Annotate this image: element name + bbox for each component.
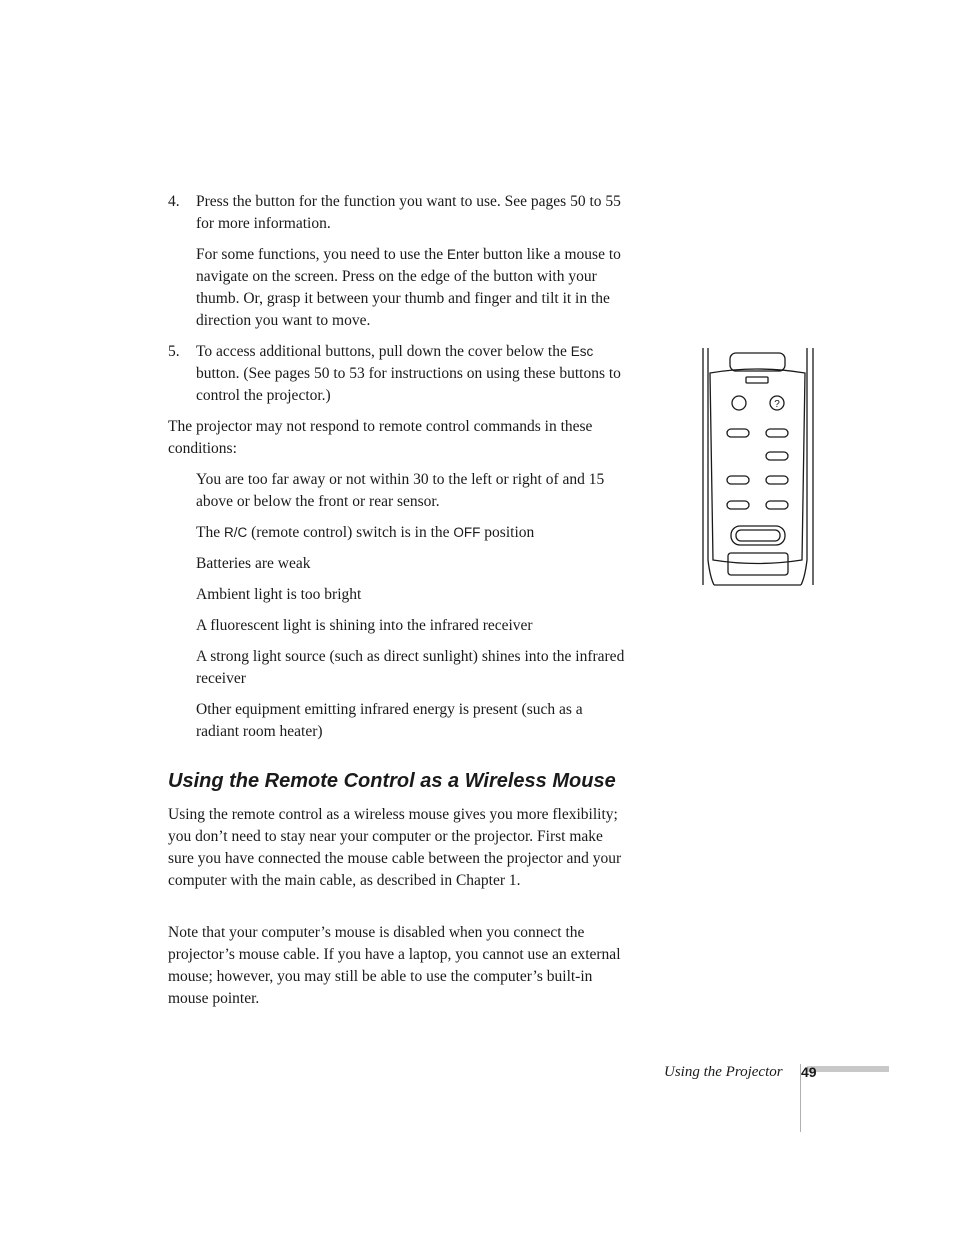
step-5-before: To access additional buttons, pull down the cover below the: [196, 343, 571, 360]
esc-key-label: Esc: [570, 344, 594, 359]
remote-cover-tab: [746, 377, 768, 383]
step-5-number: 5.: [168, 343, 180, 360]
remote-button-l1: [727, 429, 749, 437]
remote-button-r1: [766, 429, 788, 437]
page-number: 49: [801, 1064, 817, 1080]
remote-control-illustration: [700, 345, 816, 589]
step-5-after: button. (See pages 50 to 53 for instructions on using these buttons to control the projector.): [196, 365, 621, 404]
remote-slider-inner: [736, 530, 780, 541]
section-paragraph-2: Note that your computer’s mouse is disabled when you connect the projector’s mouse cable. If you have a laptop, you cannot use an external mouse; however, you may still be able to use the computer’s built-in mouse pointer.: [168, 924, 621, 1007]
step-4-detail: [196, 244, 628, 332]
condition-infrared-equipment: Other equipment emitting infrared energy is present (such as a radiant room heater): [196, 701, 583, 740]
footer-bar: [807, 1066, 889, 1072]
step-4-detail-after: button like a mouse to navigate on the screen. Press on the edge of the button with your thumb. Or, grasp it between your thumb and finger and tilt it in the direction you want to move.: [196, 246, 621, 329]
rc-switch-label: R/C: [223, 525, 248, 540]
condition-range: You are too far away or not within 30 to the left or right of and 15 above or below the front or rear sensor.: [196, 471, 605, 510]
remote-button-l3: [727, 476, 749, 484]
step-4-detail-before: For some functions, you need to use the: [196, 246, 447, 263]
condition-switch-before: The: [196, 524, 224, 541]
condition-ambient-light: Ambient light is too bright: [196, 586, 362, 603]
footer-chapter-title: Using the Projector: [664, 1064, 783, 1080]
remote-button-r4: [766, 501, 788, 509]
step-4-number: 4.: [168, 193, 180, 210]
conditions-intro: The projector may not respond to remote control commands in these conditions:: [168, 418, 593, 457]
condition-batteries: Batteries are weak: [196, 555, 311, 572]
step-5-text: [196, 341, 628, 407]
enter-key-label: Enter: [446, 247, 480, 262]
section-heading: Using the Remote Control as a Wireless Mouse: [168, 770, 616, 792]
remote-round-button: [732, 396, 746, 410]
condition-fluorescent: A fluorescent light is shining into the infrared receiver: [196, 617, 533, 634]
off-position-label: OFF: [453, 525, 481, 540]
step-4-text: Press the button for the function you want to use. See pages 50 to 55 for more information.: [196, 193, 621, 232]
condition-switch-middle: (remote control) switch is in the: [247, 524, 454, 541]
remote-button-r2: [766, 452, 788, 460]
help-glyph: ?: [774, 399, 780, 410]
section-paragraph-1: Using the remote control as a wireless mouse gives you more flexibility; you don’t need to stay near your computer or the projector. First make sure you have connected the mouse cable between the projector and your computer with the main cable, as described in Chapter 1.: [168, 806, 622, 889]
remote-top-button: [730, 353, 785, 371]
remote-slider-outer: [731, 526, 785, 545]
condition-strong-light: A strong light source (such as direct sunlight) shines into the infrared receiver: [196, 648, 625, 687]
remote-cover-flap: [710, 369, 805, 564]
remote-button-r3: [766, 476, 788, 484]
remote-button-l4: [727, 501, 749, 509]
condition-switch-after: position: [480, 524, 535, 541]
condition-switch: [196, 522, 628, 544]
